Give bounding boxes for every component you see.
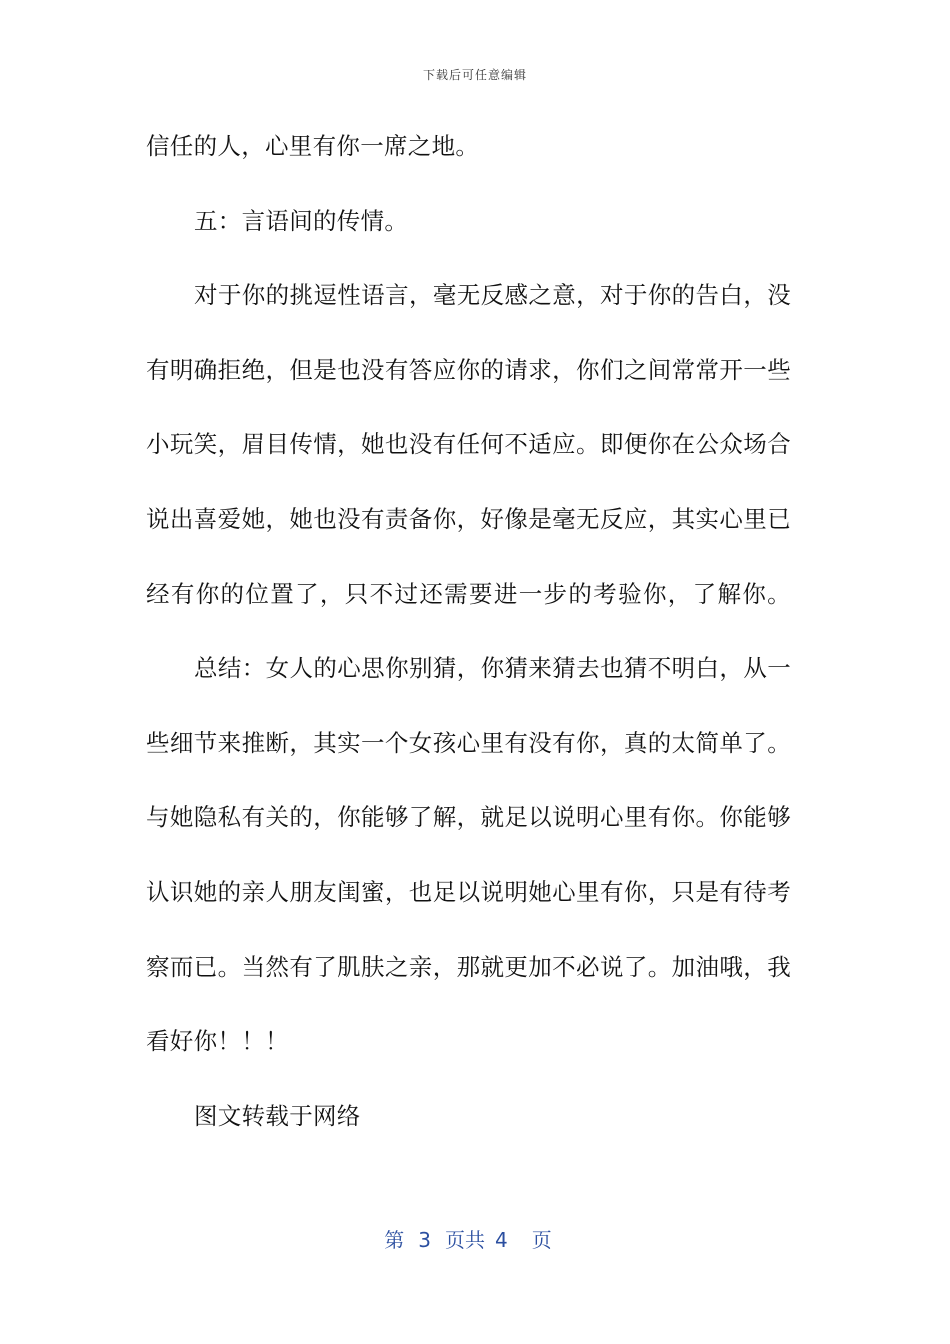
- total-pages-number: 4: [495, 1228, 508, 1252]
- paragraph-line: 信任的人，心里有你一席之地。: [146, 132, 480, 160]
- paragraph-line: 对于你的挑逗性语言，毫无反感之意，对于你的告白，没: [194, 281, 791, 310]
- paragraph-line: 小玩笑，眉目传情，她也没有任何不适应。即便你在公众场合: [146, 430, 791, 459]
- page-footer: [0, 1224, 950, 1253]
- paragraph-line: 经有你的位置了，只不过还需要进一步的考验你，了解你。: [146, 579, 791, 608]
- paragraph-line: 些细节来推断，其实一个女孩心里有没有你，真的太简单了。: [146, 728, 791, 757]
- paragraph-line: 察而已。当然有了肌肤之亲，那就更加不必说了。加油哦，我: [146, 952, 791, 981]
- footer-middle: 页共: [445, 1228, 485, 1252]
- page-header: 下载后可任意编辑: [422, 68, 527, 82]
- footer-suffix: 页: [531, 1228, 552, 1252]
- paragraph-line: 看好你！！！: [146, 1027, 289, 1056]
- current-page-number: 3: [418, 1228, 431, 1252]
- paragraph-line: 总结：女人的心思你别猜，你猜来猜去也猜不明白，从一: [194, 654, 791, 683]
- footer-prefix: 第: [384, 1228, 405, 1252]
- paragraph-line: 说出喜爱她，她也没有责备你，好像是毫无反应，其实心里已: [146, 504, 791, 533]
- paragraph-heading: 五：言语间的传情。: [194, 206, 409, 235]
- paragraph-line: 与她隐私有关的，你能够了解，就足以说明心里有你。你能够: [146, 803, 791, 832]
- document-body: [146, 126, 791, 1170]
- paragraph-line: 有明确拒绝，但是也没有答应你的请求，你们之间常常开一些: [146, 355, 791, 384]
- source-note: 图文转载于网络: [194, 1101, 361, 1130]
- paragraph-line: 认识她的亲人朋友闺蜜，也足以说明她心里有你，只是有待考: [146, 877, 791, 906]
